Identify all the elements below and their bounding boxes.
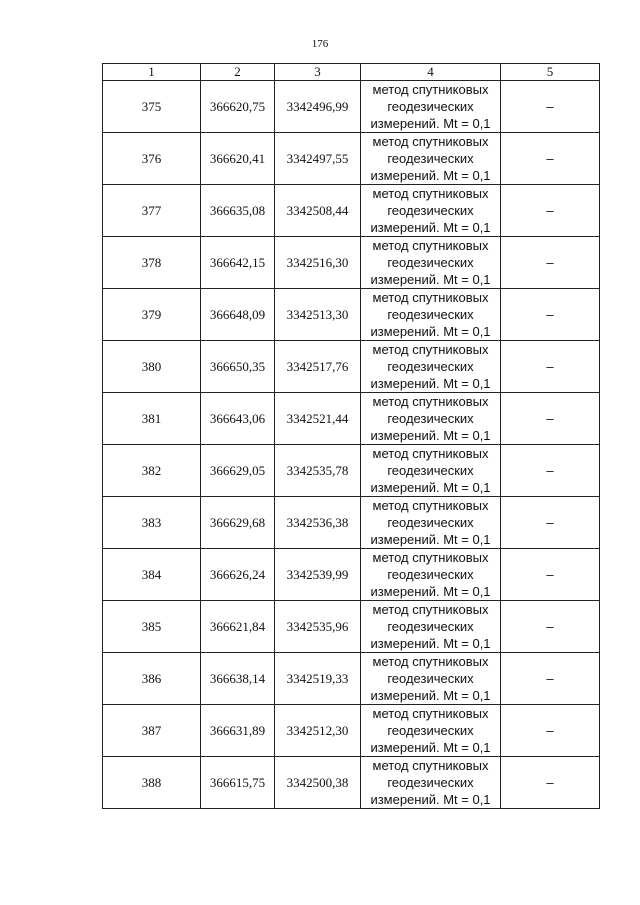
y-coordinate-cell: 3342536,38 [275, 497, 361, 549]
col5-cell: – [501, 133, 600, 185]
table-row [103, 705, 600, 757]
method-cell [361, 81, 501, 133]
x-coordinate-cell: 366629,05 [201, 445, 275, 497]
header-col-2: 2 [201, 64, 275, 81]
header-col-1: 1 [103, 64, 201, 81]
point-number-cell: 385 [103, 601, 201, 653]
point-number-cell: 380 [103, 341, 201, 393]
method-cell [361, 757, 501, 809]
y-coordinate-cell: 3342517,76 [275, 341, 361, 393]
point-number-cell: 384 [103, 549, 201, 601]
method-line: метод спутниковых [372, 602, 489, 617]
x-coordinate-cell: 366650,35 [201, 341, 275, 393]
method-line: метод спутниковых [372, 290, 489, 305]
method-line: метод спутниковых [372, 186, 489, 201]
method-line: метод спутниковых [372, 134, 489, 149]
col5-cell: – [501, 185, 600, 237]
method-line: измерений. Mt = 0,1 [370, 480, 491, 495]
method-line: геодезических [387, 151, 474, 166]
x-coordinate-cell: 366642,15 [201, 237, 275, 289]
table-row [103, 81, 600, 133]
method-line: измерений. Mt = 0,1 [370, 792, 491, 807]
x-coordinate-cell: 366638,14 [201, 653, 275, 705]
coordinates-table [102, 63, 600, 809]
col5-cell: – [501, 445, 600, 497]
y-coordinate-cell: 3342500,38 [275, 757, 361, 809]
col5-cell: – [501, 757, 600, 809]
point-number-cell: 383 [103, 497, 201, 549]
col5-cell: – [501, 289, 600, 341]
method-line: геодезических [387, 203, 474, 218]
table-row [103, 497, 600, 549]
method-cell [361, 289, 501, 341]
x-coordinate-cell: 366631,89 [201, 705, 275, 757]
method-line: измерений. Mt = 0,1 [370, 168, 491, 183]
x-coordinate-cell: 366648,09 [201, 289, 275, 341]
table-row [103, 445, 600, 497]
method-cell [361, 133, 501, 185]
table-row [103, 341, 600, 393]
col5-cell: – [501, 237, 600, 289]
method-line: измерений. Mt = 0,1 [370, 376, 491, 391]
col5-cell: – [501, 497, 600, 549]
point-number-cell: 376 [103, 133, 201, 185]
method-line: геодезических [387, 99, 474, 114]
y-coordinate-cell: 3342535,96 [275, 601, 361, 653]
header-col-4: 4 [361, 64, 501, 81]
method-line: геодезических [387, 567, 474, 582]
method-line: измерений. Mt = 0,1 [370, 688, 491, 703]
table-row [103, 653, 600, 705]
point-number-cell: 382 [103, 445, 201, 497]
y-coordinate-cell: 3342513,30 [275, 289, 361, 341]
table-row [103, 237, 600, 289]
table-row [103, 549, 600, 601]
table-row [103, 757, 600, 809]
method-cell [361, 705, 501, 757]
method-line: геодезических [387, 255, 474, 270]
method-cell [361, 237, 501, 289]
table-row [103, 601, 600, 653]
method-cell [361, 601, 501, 653]
point-number-cell: 378 [103, 237, 201, 289]
table-row [103, 289, 600, 341]
method-line: измерений. Mt = 0,1 [370, 532, 491, 547]
method-line: измерений. Mt = 0,1 [370, 116, 491, 131]
method-cell [361, 185, 501, 237]
y-coordinate-cell: 3342512,30 [275, 705, 361, 757]
method-cell [361, 653, 501, 705]
x-coordinate-cell: 366629,68 [201, 497, 275, 549]
header-col-3: 3 [275, 64, 361, 81]
method-line: измерений. Mt = 0,1 [370, 584, 491, 599]
method-cell [361, 393, 501, 445]
method-line: геодезических [387, 411, 474, 426]
col5-cell: – [501, 81, 600, 133]
method-line: метод спутниковых [372, 238, 489, 253]
point-number-cell: 375 [103, 81, 201, 133]
point-number-cell: 379 [103, 289, 201, 341]
method-line: измерений. Mt = 0,1 [370, 272, 491, 287]
method-line: метод спутниковых [372, 394, 489, 409]
method-line: геодезических [387, 307, 474, 322]
method-cell [361, 549, 501, 601]
y-coordinate-cell: 3342519,33 [275, 653, 361, 705]
y-coordinate-cell: 3342516,30 [275, 237, 361, 289]
method-line: измерений. Mt = 0,1 [370, 740, 491, 755]
col5-cell: – [501, 549, 600, 601]
method-line: измерений. Mt = 0,1 [370, 428, 491, 443]
col5-cell: – [501, 393, 600, 445]
x-coordinate-cell: 366621,84 [201, 601, 275, 653]
y-coordinate-cell: 3342496,99 [275, 81, 361, 133]
method-line: метод спутниковых [372, 654, 489, 669]
x-coordinate-cell: 366626,24 [201, 549, 275, 601]
table-header-row [103, 64, 600, 81]
method-cell [361, 445, 501, 497]
method-line: метод спутниковых [372, 550, 489, 565]
point-number-cell: 381 [103, 393, 201, 445]
table-row [103, 185, 600, 237]
x-coordinate-cell: 366643,06 [201, 393, 275, 445]
point-number-cell: 388 [103, 757, 201, 809]
method-line: метод спутниковых [372, 706, 489, 721]
y-coordinate-cell: 3342539,99 [275, 549, 361, 601]
method-line: измерений. Mt = 0,1 [370, 324, 491, 339]
point-number-cell: 386 [103, 653, 201, 705]
method-line: геодезических [387, 671, 474, 686]
method-cell [361, 341, 501, 393]
x-coordinate-cell: 366620,75 [201, 81, 275, 133]
point-number-cell: 387 [103, 705, 201, 757]
x-coordinate-cell: 366620,41 [201, 133, 275, 185]
method-line: метод спутниковых [372, 758, 489, 773]
method-line: метод спутниковых [372, 342, 489, 357]
y-coordinate-cell: 3342497,55 [275, 133, 361, 185]
method-line: геодезических [387, 515, 474, 530]
header-col-5: 5 [501, 64, 600, 81]
method-line: метод спутниковых [372, 82, 489, 97]
y-coordinate-cell: 3342521,44 [275, 393, 361, 445]
point-number-cell: 377 [103, 185, 201, 237]
col5-cell: – [501, 341, 600, 393]
x-coordinate-cell: 366635,08 [201, 185, 275, 237]
x-coordinate-cell: 366615,75 [201, 757, 275, 809]
method-cell [361, 497, 501, 549]
method-line: геодезических [387, 619, 474, 634]
method-line: метод спутниковых [372, 446, 489, 461]
method-line: геодезических [387, 463, 474, 478]
method-line: геодезических [387, 775, 474, 790]
col5-cell: – [501, 653, 600, 705]
y-coordinate-cell: 3342535,78 [275, 445, 361, 497]
method-line: метод спутниковых [372, 498, 489, 513]
table-row [103, 393, 600, 445]
method-line: геодезических [387, 359, 474, 374]
method-line: измерений. Mt = 0,1 [370, 220, 491, 235]
method-line: геодезических [387, 723, 474, 738]
method-line: измерений. Mt = 0,1 [370, 636, 491, 651]
table-row [103, 133, 600, 185]
y-coordinate-cell: 3342508,44 [275, 185, 361, 237]
page-number: 176 [311, 38, 329, 50]
col5-cell: – [501, 601, 600, 653]
col5-cell: – [501, 705, 600, 757]
